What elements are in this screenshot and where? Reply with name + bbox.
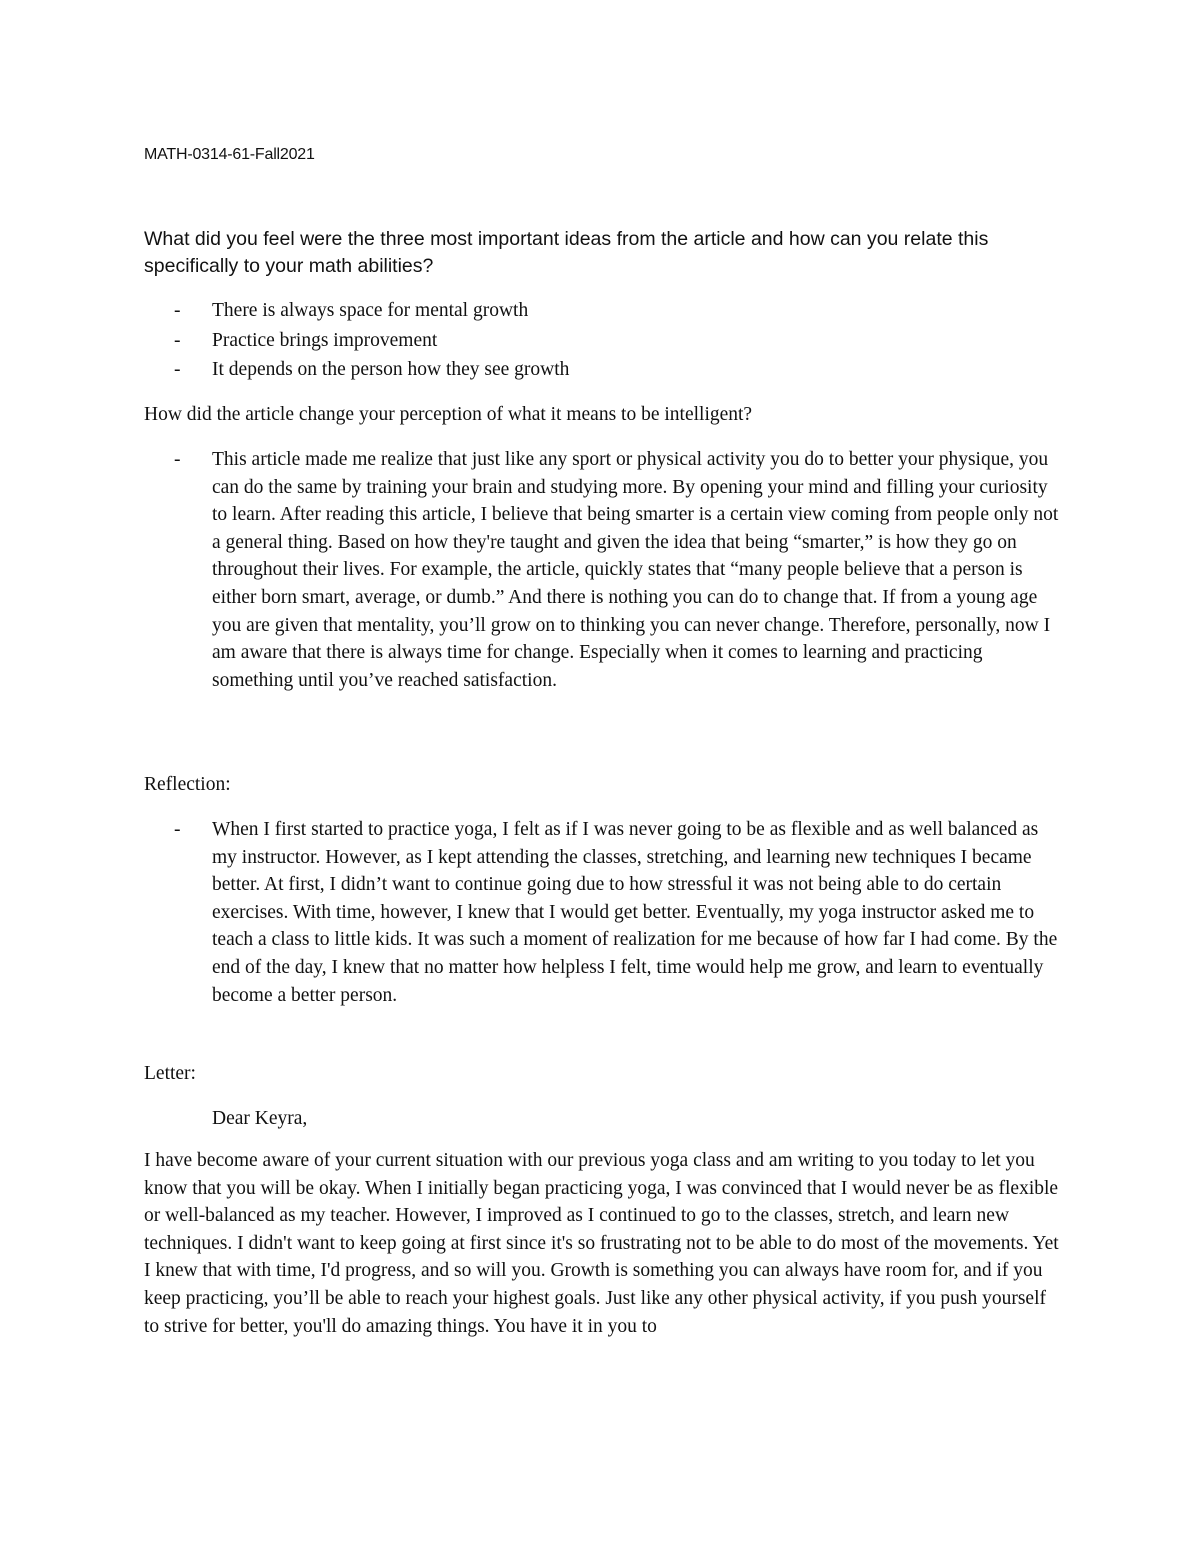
bullet-dash: - (174, 300, 181, 321)
letter-heading: Letter: (144, 1063, 196, 1084)
bullet-dash: - (174, 329, 181, 351)
list-item (144, 327, 1059, 357)
bullet-dash: - (174, 819, 181, 840)
reflection-text: When I first started to practice yoga, I felt as if I was never going to be as flexible and as well balanced as my instructor. However, as I kept attending the classes, stretching, and learning new techniques I became better. At first, I didn’t want to continue going due to how stressful it was not being able to do certain exercises. With time, however, I knew that I would get better. Eventually, my yoga instructor asked me to teach a class to little kids. It was such a moment of realization for me because of how far I had come. By the end of the day, I knew that no matter how helpless I felt, time would help me grow, and learn to eventually become a better person. (212, 819, 1058, 1006)
list-item (144, 297, 1059, 327)
question-2-answer-list (144, 446, 1059, 694)
list-item-text: Practice brings improvement (212, 329, 438, 351)
reflection-list (144, 816, 1059, 1009)
list-item (144, 356, 1059, 386)
list-item-text: There is always space for mental growth (212, 300, 529, 321)
list-item (144, 816, 1059, 1009)
reflection-heading: Reflection: (144, 774, 231, 795)
bullet-dash: - (174, 449, 181, 470)
list-item (144, 446, 1059, 694)
question-2: How did the article change your perception of what it means to be intelligent? (144, 404, 753, 425)
bullet-dash: - (174, 359, 181, 380)
question-2-answer: This article made me realize that just like any sport or physical activity you do to better your physique, you can do the same by training your brain and studying more. By opening your mind and filling your curiosity to learn. After reading this article, I believe that being smarter is a certain view coming from people only not a general thing. Based on how they're taught and given the idea that being “smarter,” is how they go on throughout their lives. For example, the article, quickly states that “many people believe that a person is either born smart, average, or dumb.” And there is nothing you can do to change that. If from a young age you are given that mentality, you’ll grow on to thinking you can never change. Therefore, personally, now I am aware that there is always time for change. Especially when it comes to learning and practicing something until you’ve reached satisfaction. (212, 449, 1059, 691)
letter-body: I have become aware of your current situation with our previous yoga class and am writing to you today to let you know that you will be okay. When I initially began practicing yoga, I was convinced that I would never be as flexible or well-balanced as my teacher. However, I improved as I continued to go to the classes, stretch, and learn new techniques. I didn't want to keep going at first since it's so frustrating not to be able to do most of the movements. Yet I knew that with time, I'd progress, and so will you. Growth is something you can always have room for, and if you keep practicing, you’ll be able to reach your highest goals. Just like any other physical activity, if you push yourself to strive for better, you'll do amazing things. You have it in you to (144, 1150, 1059, 1337)
question-1-answer-list (144, 297, 1059, 386)
question-1: What did you feel were the three most important ideas from the article and how can you relate this specifically to your math abilities? (144, 228, 989, 277)
letter-salutation: Dear Keyra, (212, 1108, 308, 1129)
course-code: MATH-0314-61-Fall2021 (144, 146, 315, 163)
list-item-text: It depends on the person how they see growth (212, 359, 570, 380)
